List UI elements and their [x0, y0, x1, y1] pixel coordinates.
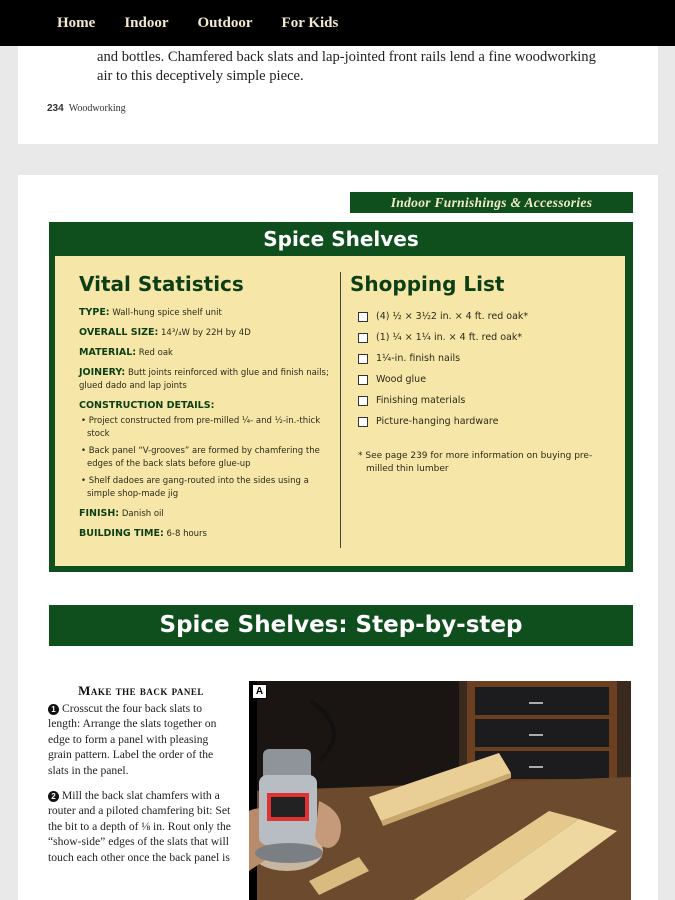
step-subheading: Make the back panel: [78, 683, 204, 698]
shopping-list-note: * See page 239 for more information on buying pre-milled thin lumber: [358, 451, 593, 474]
checkbox-icon: [358, 396, 368, 406]
stat-label: OVERALL SIZE:: [79, 327, 159, 338]
step-1: [48, 701, 234, 779]
top-navigation: [0, 0, 675, 46]
stat-type: [79, 306, 334, 320]
panel-title: Spice Shelves: [263, 227, 419, 251]
step-2: [48, 788, 234, 866]
shopping-list-item: [358, 348, 618, 369]
shopping-item-text: 1¼-in. finish nails: [376, 353, 461, 364]
section-tab: Indoor Furnishings & Accessories: [350, 192, 633, 213]
shopping-list-item: [358, 390, 618, 411]
nav-home-link[interactable]: Home: [57, 14, 96, 31]
panel-content: [55, 256, 625, 566]
stat-label: MATERIAL:: [79, 347, 137, 358]
spice-shelves-panel: [49, 222, 633, 572]
page-footer: [47, 103, 126, 114]
checkbox-icon: [358, 333, 368, 343]
checkbox-icon: [358, 354, 368, 364]
page-number: 234: [47, 103, 64, 114]
shopping-list-item: [358, 411, 618, 432]
step-1-text: Crosscut the four back slats to length: Arrange the slats together on edge to form a panel with pleasing grain pattern. Label the order of the slats in the panel.: [48, 701, 217, 777]
stat-value: Wall-hung spice shelf unit: [112, 308, 222, 318]
router-photo-illustration: [249, 681, 631, 900]
nav-for-kids-link[interactable]: For Kids: [281, 14, 339, 31]
shopping-list: [358, 306, 618, 476]
stat-value: 14³/₄W by 22H by 4D: [161, 328, 251, 338]
stat-material: [79, 346, 334, 360]
shopping-list-item: [358, 306, 618, 327]
construction-detail: • Back panel “V-grooves” are formed by chamfering the edges of the back slats before glue-up: [81, 446, 320, 469]
router-photo: [249, 681, 631, 900]
running-title: Woodworking: [68, 103, 126, 114]
checkbox-icon: [358, 312, 368, 322]
step-number-icon: 2: [48, 791, 59, 802]
shopping-item-text: (4) ½ × 3½2 in. × 4 ft. red oak*: [376, 311, 529, 322]
checkbox-icon: [358, 417, 368, 427]
column-divider: [340, 272, 341, 548]
shopping-item-text: Picture-hanging hardware: [376, 416, 499, 427]
photo-label: A: [252, 684, 267, 699]
vital-statistics-heading: Vital Statistics: [79, 272, 244, 296]
stat-value: 6-8 hours: [166, 529, 207, 539]
construction-detail: • Project constructed from pre-milled ¼- and ½-in.-thick stock: [81, 416, 321, 439]
stat-joinery: [79, 366, 334, 393]
construction-detail: • Shelf dadoes are gang-routed into the sides using a simple shop-made jig: [81, 476, 309, 499]
stat-construction: [79, 399, 334, 413]
nav-indoor-link[interactable]: Indoor: [124, 14, 169, 31]
stat-overall-size: [79, 326, 334, 340]
stat-building-time: [79, 527, 334, 541]
step-by-step-heading: Spice Shelves: Step-by-step: [49, 605, 633, 646]
shopping-item-text: (1) ¼ × 1¼ in. × 4 ft. red oak*: [376, 332, 523, 343]
stat-label: BUILDING TIME:: [79, 528, 164, 539]
shopping-list-heading: Shopping List: [350, 272, 505, 296]
instructions-column: [48, 683, 234, 875]
shopping-list-item: [358, 327, 618, 348]
checkbox-icon: [358, 375, 368, 385]
step-number-icon: 1: [48, 704, 59, 715]
step-2-text: Mill the back slat chamfers with a router and a piloted chamfering bit: Set the bit to a depth of ⅛ in. Rout only the “show-side” edges of the slats that will touch each other once the back panel is: [48, 788, 231, 864]
stat-value: Red oak: [138, 348, 173, 358]
stat-value: Danish oil: [121, 509, 164, 519]
nav-outdoor-link[interactable]: Outdoor: [197, 14, 253, 31]
stat-finish: [79, 507, 334, 521]
previous-page-body-text: and bottles. Chamfered back slats and lap-jointed front rails lend a fine woodworking air to this deceptively simple piece.: [97, 49, 596, 84]
stat-label: JOINERY:: [79, 367, 126, 378]
current-page: [18, 175, 658, 900]
stat-value: Butt joints reinforced with glue and finish nails; glued dado and lap joints: [79, 368, 329, 391]
vital-statistics-list: [79, 306, 334, 547]
shopping-item-text: Wood glue: [376, 374, 427, 385]
stat-label: TYPE:: [79, 307, 110, 318]
stat-label: FINISH:: [79, 508, 120, 519]
stat-label: CONSTRUCTION DETAILS:: [79, 400, 215, 411]
shopping-list-item: [358, 369, 618, 390]
shopping-item-text: Finishing materials: [376, 395, 466, 406]
